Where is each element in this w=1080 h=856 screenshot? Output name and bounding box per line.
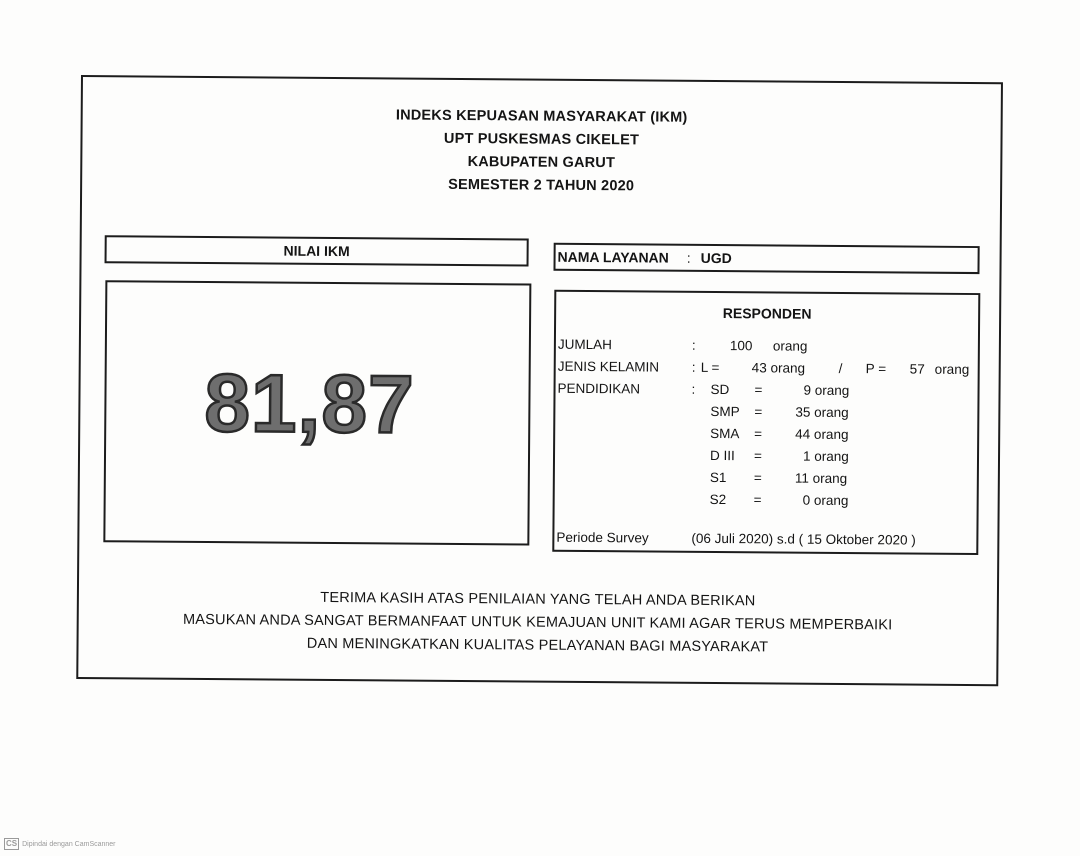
camscanner-text: Dipindai dengan CamScanner <box>22 840 116 848</box>
responden-box <box>552 290 980 555</box>
pendidikan-value: 11 orang <box>794 470 848 487</box>
nama-layanan-value: UGD <box>700 249 732 267</box>
pendidikan-eq: = <box>754 382 763 398</box>
header-region: KABUPATEN GARUT <box>467 154 616 172</box>
nama-layanan-label: NAMA LAYANAN <box>557 248 669 266</box>
pendidikan-level: D III <box>709 447 735 464</box>
header-institution: UPT PUSKESMAS CIKELET <box>443 130 640 149</box>
periode-label: Periode Survey <box>556 529 649 546</box>
pendidikan-colon: : <box>691 381 696 397</box>
pendidikan-eq: = <box>753 492 762 508</box>
jenis-kelamin-label: JENIS KELAMIN <box>557 358 660 375</box>
pendidikan-level: SMA <box>710 425 740 442</box>
jumlah-unit: orang <box>772 338 808 354</box>
ikm-document-frame <box>76 75 1003 686</box>
footer-message: MASUKAN ANDA SANGAT BERMANFAAT UNTUK KEMAJUAN UNIT KAMI AGAR TERUS MEMPERBAIKI <box>182 611 893 634</box>
jenis-kelamin-l-label: L = <box>700 359 720 376</box>
jenis-kelamin-l-value: 43 orang <box>751 360 806 376</box>
footer-closing: DAN MENINGKATKAN KUALITAS PELAYANAN BAGI MASYARAKAT <box>306 635 769 656</box>
jumlah-value: 100 <box>729 338 753 354</box>
pendidikan-label: PENDIDIKAN <box>557 380 641 397</box>
pendidikan-level: SMP <box>710 403 740 420</box>
pendidikan-value: 9 orang <box>803 382 850 399</box>
pendidikan-eq: = <box>754 426 763 442</box>
pendidikan-level: SD <box>710 381 730 398</box>
footer-thanks: TERIMA KASIH ATAS PENILAIAN YANG TELAH ANDA BERIKAN <box>320 589 756 610</box>
jenis-kelamin-separator: / <box>838 360 843 376</box>
header-title: INDEKS KEPUASAN MASYARAKAT (IKM) <box>395 107 688 126</box>
nama-layanan-colon: : <box>686 249 691 266</box>
document-header <box>82 102 1001 201</box>
pendidikan-eq: = <box>753 470 762 486</box>
camscanner-watermark <box>4 838 116 850</box>
jenis-kelamin-colon: : <box>691 359 696 375</box>
responden-title: RESPONDEN <box>722 305 812 322</box>
header-period: SEMESTER 2 TAHUN 2020 <box>448 176 635 195</box>
pendidikan-value: 1 orang <box>802 448 849 465</box>
nilai-ikm-label-box <box>105 235 529 266</box>
pendidikan-level: S2 <box>709 491 727 508</box>
pendidikan-eq: = <box>754 404 763 420</box>
nilai-ikm-score-box <box>103 280 531 545</box>
camscanner-logo-icon: CS <box>6 839 18 848</box>
jenis-kelamin-p-label: P = <box>865 361 887 377</box>
pendidikan-value: 0 orang <box>802 492 849 509</box>
nilai-ikm-label: NILAI IKM <box>283 242 350 260</box>
pendidikan-eq: = <box>753 448 762 464</box>
nilai-ikm-score: 81,87 <box>204 357 415 451</box>
nama-layanan-box <box>553 243 979 274</box>
pendidikan-level: S1 <box>709 469 727 486</box>
jumlah-label: JUMLAH <box>557 336 612 353</box>
document-footer <box>78 585 997 661</box>
pendidikan-value: 35 orang <box>795 404 849 421</box>
periode-value: (06 Juli 2020) s.d ( 15 Oktober 2020 ) <box>691 530 916 548</box>
pendidikan-value: 44 orang <box>795 426 849 443</box>
jumlah-colon: : <box>691 337 696 353</box>
jenis-kelamin-p-value: 57 <box>909 361 925 377</box>
jenis-kelamin-p-unit: orang <box>934 361 970 377</box>
